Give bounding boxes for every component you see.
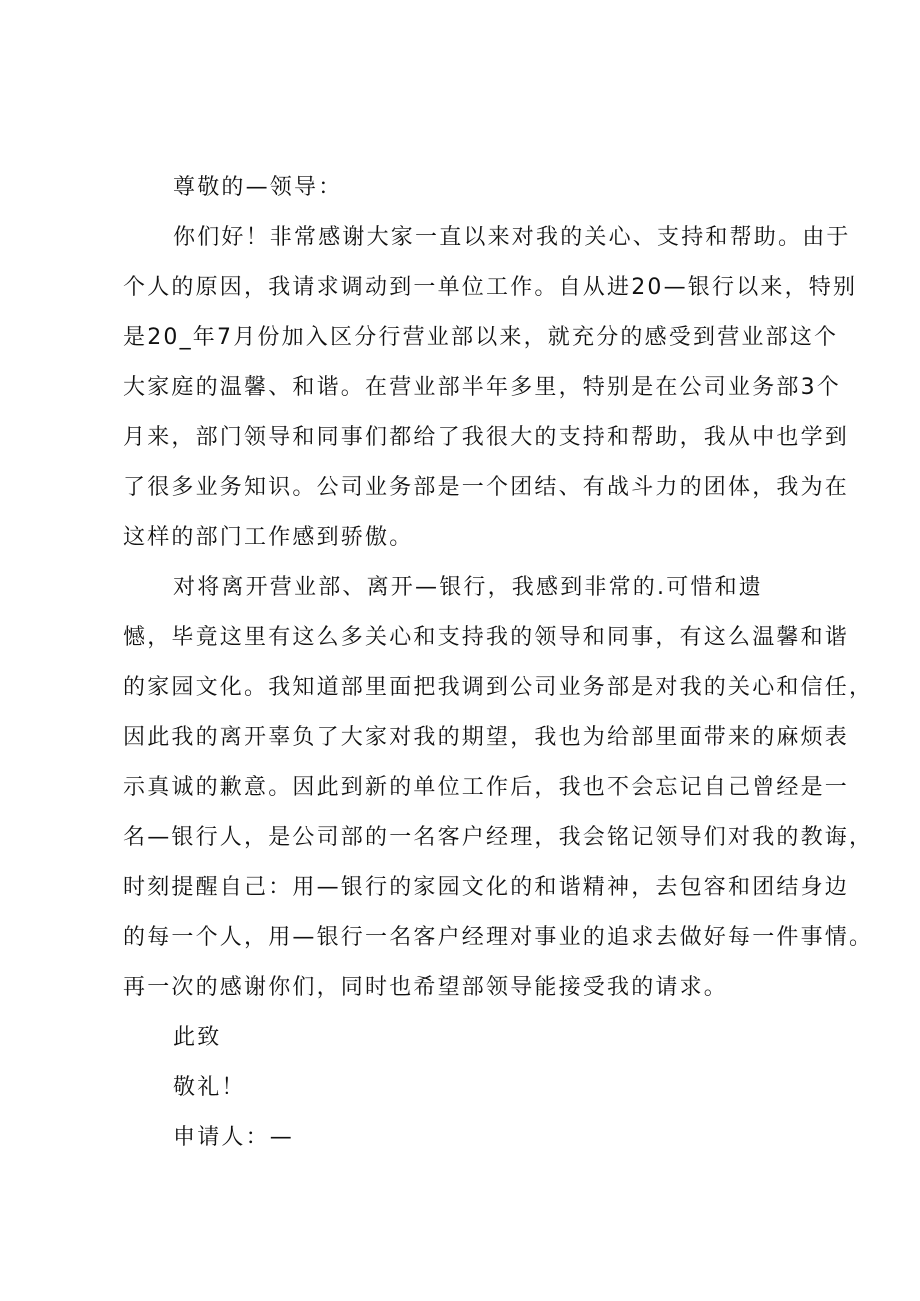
paragraph-2-line-6: 名—银行人，是公司部的一名客户经理，我会铭记领导们对我的教诲，	[123, 825, 874, 850]
salutation: 尊敬的—领导：	[173, 175, 343, 200]
paragraph-2-line-4: 因此我的离开辜负了大家对我的期望，我也为给部里面带来的麻烦表	[123, 725, 850, 750]
paragraph-1-line-3: 是20_年7月份加入区分行营业部以来，就充分的感受到营业部这个	[123, 325, 839, 350]
paragraph-1-line-1: 你们好！非常感谢大家一直以来对我的关心、支持和帮助。由于	[173, 225, 851, 250]
paragraph-1-line-2: 个人的原因，我请求调动到一单位工作。自从进20—银行以来，特别	[123, 275, 858, 300]
paragraph-2-line-1: 对将离开营业部、离开—银行，我感到非常的.可惜和遗	[173, 575, 763, 600]
paragraph-2-line-7: 时刻提醒自己：用—银行的家园文化的和谐精神，去包容和团结身边	[123, 875, 850, 900]
paragraph-2-line-8: 的每一个人，用—银行一名客户经理对事业的追求去做好每一件事情。	[123, 925, 874, 950]
paragraph-2-line-3: 的家园文化。我知道部里面把我调到公司业务部是对我的关心和信任，	[123, 675, 874, 700]
paragraph-1-line-5: 月来，部门领导和同事们都给了我很大的支持和帮助，我从中也学到	[123, 425, 850, 450]
paragraph-1-line-7: 这样的部门工作感到骄傲。	[123, 525, 414, 550]
signature-applicant: 申请人：—	[173, 1125, 295, 1150]
closing-jing-li: 敬礼！	[173, 1075, 246, 1100]
paragraph-1-line-6: 了很多业务知识。公司业务部是一个团结、有战斗力的团体，我为在	[123, 475, 850, 500]
paragraph-1-line-4: 大家庭的温馨、和谐。在营业部半年多里，特别是在公司业务部3个	[123, 375, 841, 400]
paragraph-2-line-9: 再一次的感谢你们，同时也希望部领导能接受我的请求。	[123, 975, 729, 1000]
paragraph-2-line-5: 示真诚的歉意。因此到新的单位工作后，我也不会忘记自己曾经是一	[123, 775, 850, 800]
paragraph-2-line-2: 憾，毕竟这里有这么多关心和支持我的领导和同事，有这么温馨和谐	[123, 625, 850, 650]
closing-ci-zhi: 此致	[173, 1025, 222, 1050]
